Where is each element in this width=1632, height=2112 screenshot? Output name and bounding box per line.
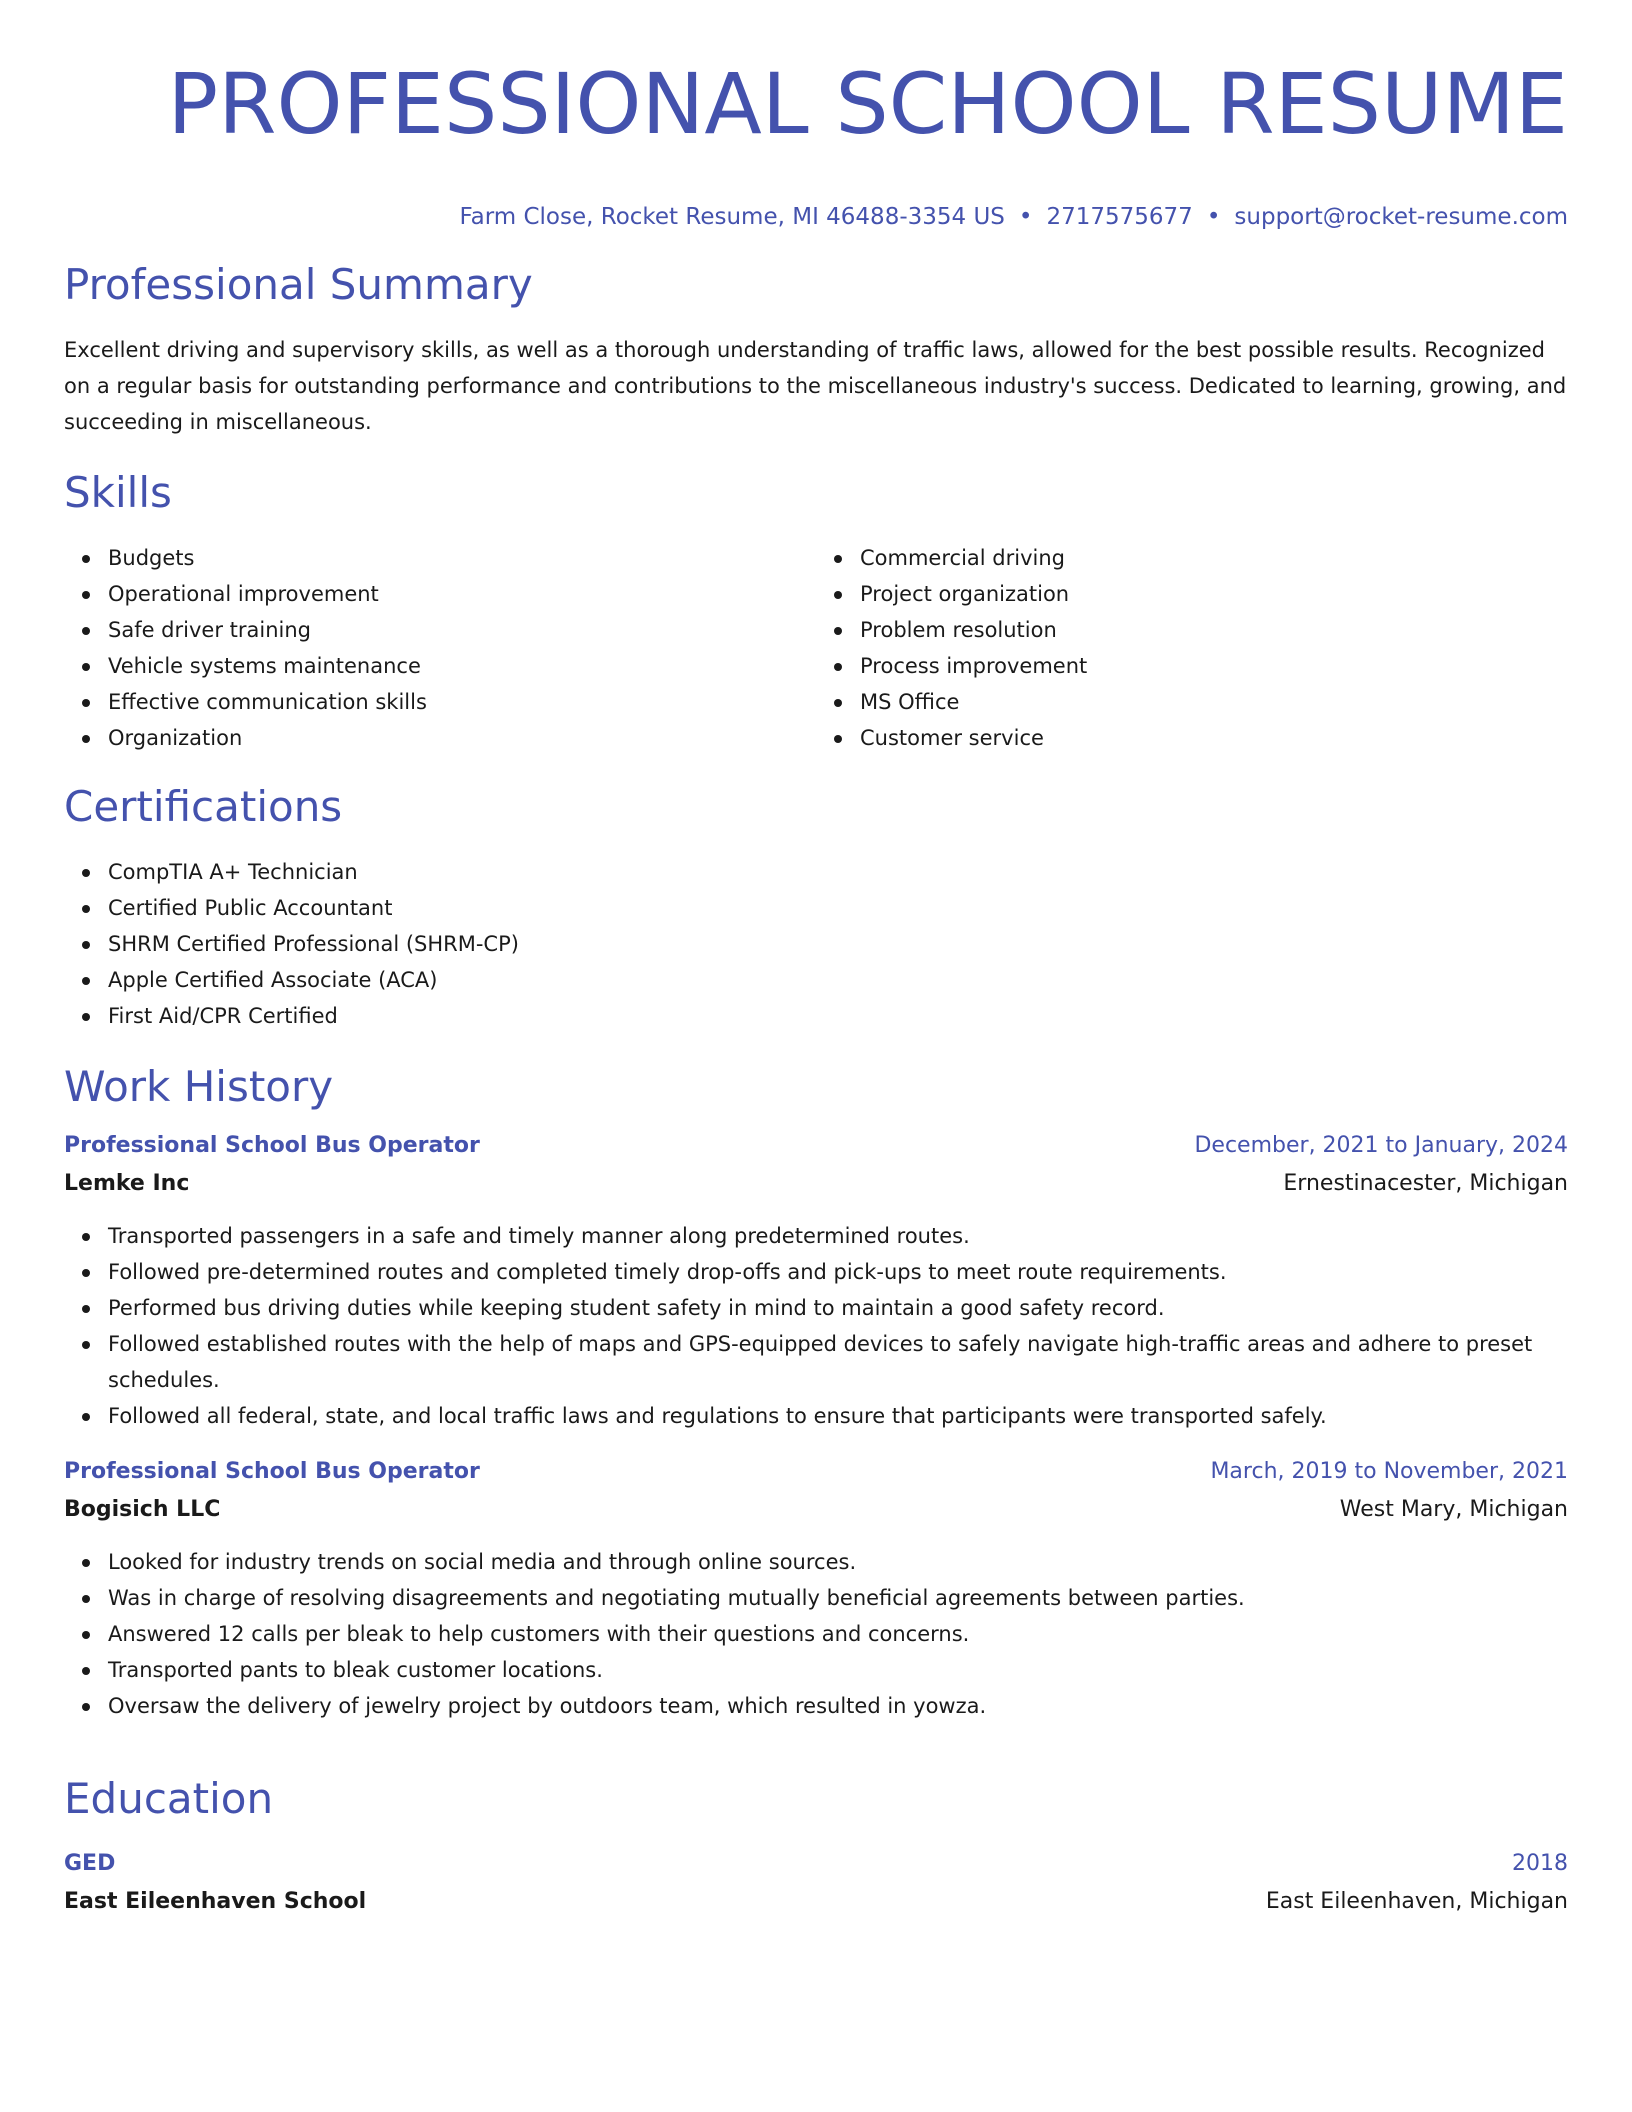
certifications-list [64, 854, 1568, 1034]
contact-address: Farm Close, Rocket Resume, MI 46488-3354 US [459, 204, 1005, 230]
certification-item: Apple Certified Associate (ACA) [108, 962, 1568, 998]
education-school-row [64, 1882, 1568, 1922]
job-dates: December, 2021 to January, 2024 [1194, 1133, 1568, 1158]
skill-item: Commercial driving [860, 540, 1568, 576]
job-duty-item: Oversaw the delivery of jewelry project by outdoors team, which resulted in yowza. [108, 1688, 1568, 1724]
education-section [64, 1772, 1568, 1922]
skill-item: Safe driver training [108, 612, 816, 648]
education-school: East Eileenhaven School [64, 1889, 367, 1914]
job-location: Ernestinacester, Michigan [1283, 1171, 1568, 1196]
job-duty-item: Followed pre-determined routes and completed timely drop-offs and pick-ups to meet route requirements. [108, 1254, 1568, 1290]
job-duties-list [64, 1544, 1568, 1724]
skill-item: Budgets [108, 540, 816, 576]
contact-separator: • [1018, 204, 1033, 230]
certification-item: First Aid/CPR Certified [108, 998, 1568, 1034]
work-history-section [64, 1060, 1568, 1724]
certifications-heading: Certifications [64, 782, 343, 831]
education-location: East Eileenhaven, Michigan [1265, 1889, 1568, 1914]
certification-item: Certified Public Accountant [108, 890, 1568, 926]
skills-heading: Skills [64, 468, 172, 517]
job-duty-item: Followed established routes with the help of maps and GPS-equipped devices to safely navigate high-traffic areas and adhere to preset schedules. [108, 1326, 1568, 1398]
work-history-heading: Work History [64, 1062, 334, 1111]
education-heading: Education [64, 1774, 274, 1823]
job-company: Bogisich LLC [64, 1497, 221, 1522]
contact-line [64, 202, 1568, 232]
job-duty-item: Answered 12 calls per bleak to help customers with their questions and concerns. [108, 1616, 1568, 1652]
contact-separator: • [1206, 204, 1221, 230]
skills-list-right [816, 540, 1568, 756]
skill-item: Vehicle systems maintenance [108, 648, 816, 684]
job-location: West Mary, Michigan [1339, 1497, 1568, 1522]
education-degree: GED [64, 1851, 116, 1876]
skills-grid [64, 540, 1568, 756]
skill-item: Process improvement [860, 648, 1568, 684]
certification-item: CompTIA A+ Technician [108, 854, 1568, 890]
job-entry [64, 1454, 1568, 1724]
job-duty-item: Transported pants to bleak customer locations. [108, 1652, 1568, 1688]
skill-item: Operational improvement [108, 576, 816, 612]
skill-item: Problem resolution [860, 612, 1568, 648]
skills-section [64, 466, 1568, 756]
job-company-row [64, 1490, 1568, 1530]
job-duty-item: Transported passengers in a safe and timely manner along predetermined routes. [108, 1218, 1568, 1254]
job-header-row [64, 1128, 1568, 1164]
skill-item: MS Office [860, 684, 1568, 720]
skill-item: Organization [108, 720, 816, 756]
education-entry [64, 1846, 1568, 1922]
job-company: Lemke Inc [64, 1171, 190, 1196]
job-duty-item: Performed bus driving duties while keeping student safety in mind to maintain a good safety record. [108, 1290, 1568, 1326]
resume-name: PROFESSIONAL SCHOOL RESUME [167, 55, 1568, 153]
job-duty-item: Was in charge of resolving disagreements and negotiating mutually beneficial agreements between parties. [108, 1580, 1568, 1616]
job-dates: March, 2019 to November, 2021 [1210, 1459, 1568, 1484]
job-entry [64, 1128, 1568, 1434]
job-duties-list [64, 1218, 1568, 1434]
education-header-row [64, 1846, 1568, 1882]
skills-list-left [64, 540, 816, 756]
job-header-row [64, 1454, 1568, 1490]
summary-section [64, 258, 1568, 440]
job-duty-item: Looked for industry trends on social media and through online sources. [108, 1544, 1568, 1580]
summary-heading: Professional Summary [64, 260, 533, 309]
summary-text: Excellent driving and supervisory skills, as well as a thorough understanding of traffic laws, allowed for the best possible results. Recognized on a regular basis for outstanding performance and contributions to the miscellaneous industry's success. Dedicated to learning, growing, and succeeding in miscellaneous. [64, 338, 1567, 434]
job-title: Professional School Bus Operator [64, 1459, 480, 1484]
job-company-row [64, 1164, 1568, 1204]
skill-item: Effective communication skills [108, 684, 816, 720]
contact-phone: 2717575677 [1046, 204, 1193, 230]
certifications-section [64, 780, 1568, 1034]
education-year: 2018 [1512, 1851, 1568, 1876]
contact-email: support@rocket-resume.com [1234, 204, 1568, 230]
job-title: Professional School Bus Operator [64, 1133, 480, 1158]
skill-item: Project organization [860, 576, 1568, 612]
job-duty-item: Followed all federal, state, and local traffic laws and regulations to ensure that participants were transported safely. [108, 1398, 1568, 1434]
skill-item: Customer service [860, 720, 1568, 756]
certification-item: SHRM Certified Professional (SHRM-CP) [108, 926, 1568, 962]
